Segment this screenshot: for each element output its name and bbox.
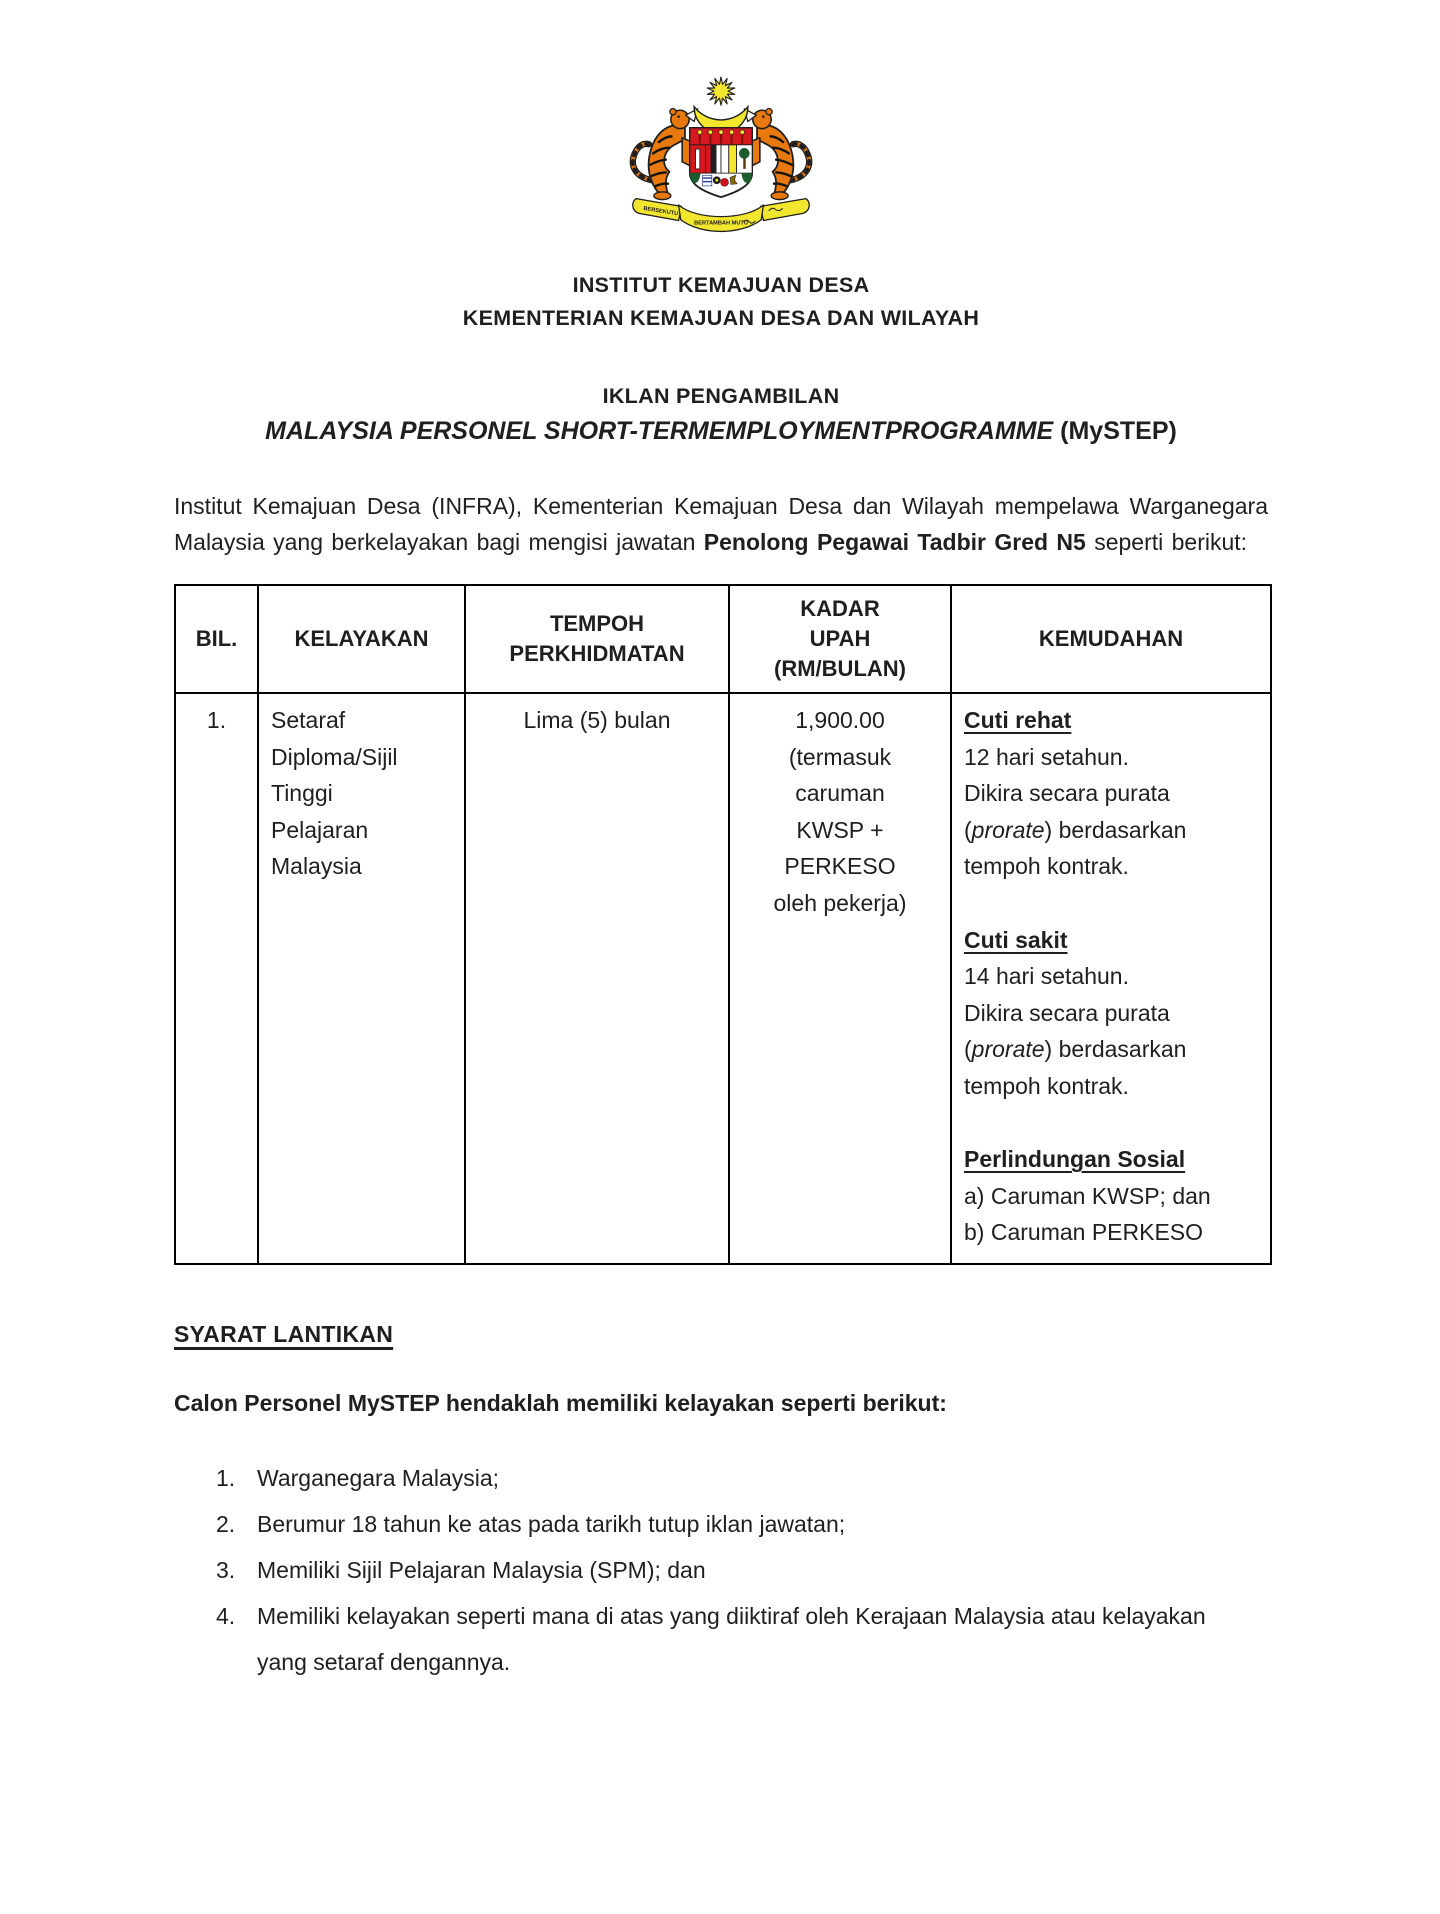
- benefit-perlindungan-sosial: Perlindungan Sosial a) Caruman KWSP; dan b) Caruman PERKESO: [964, 1146, 1211, 1245]
- motto-center-text: BERTAMBAH MUTU: [694, 220, 748, 227]
- cell-bil: 1.: [175, 693, 258, 1264]
- table-header-kemudahan: KEMUDAHAN: [951, 585, 1271, 693]
- org-name-line1: INSTITUT KEMAJUAN DESA: [572, 273, 870, 297]
- org-block: [174, 269, 1268, 335]
- intro-bold-position: Penolong Pegawai Tadbir Gred N5: [703, 528, 1086, 555]
- cell-kadar: 1,900.00 (termasuk caruman KWSP + PERKESO oleh pekerja): [729, 693, 951, 1264]
- cell-tempoh: Lima (5) bulan: [465, 693, 729, 1264]
- org-name-line2: KEMENTERIAN KEMAJUAN DESA DAN WILAYAH: [462, 306, 980, 330]
- syarat-intro-line: Calon Personel MySTEP hendaklah memiliki kelayakan seperti berikut:: [174, 1389, 947, 1416]
- tiger-right-supporter: [744, 108, 809, 199]
- benefit-cuti-rehat: Cuti rehat 12 hari setahun. Dikira secara purata (prorate) berdasarkan tempoh kontrak.: [964, 707, 1187, 879]
- syarat-lantikan-heading: SYARAT LANTIKAN: [174, 1320, 394, 1347]
- cell-kemudahan: [951, 693, 1271, 1264]
- programme-abbrev: (MySTEP): [1060, 417, 1177, 445]
- motto-left-text: BERSEKUTU: [642, 205, 679, 218]
- requirement-item-3: 3. Memiliki Sijil Pelajaran Malaysia (SPM); dan: [216, 1556, 706, 1583]
- table-header-tempoh: TEMPOH PERKHIDMATAN: [465, 585, 729, 693]
- cell-kelayakan: Setaraf Diploma/Sijil Tinggi Pelajaran Malaysia: [258, 693, 465, 1264]
- programme-name: MALAYSIA PERSONEL SHORT-TERMEMPLOYMENTPROGRAMME: [265, 417, 1054, 445]
- intro-part2: seperti berikut:: [1094, 528, 1248, 555]
- document-content: [172, 0, 1268, 1685]
- programme-title: [174, 413, 1268, 449]
- motto-ribbon: [633, 199, 809, 232]
- requirements-list: [174, 1455, 1268, 1685]
- vacancy-table: [174, 584, 1272, 1265]
- logo-block: [174, 0, 1268, 249]
- intro-part1: Institut Kemajuan Desa (INFRA), Kementerian Kemajuan Desa dan Wilayah mempelawa Warganegara Malaysia yang berkelayakan bagi mengisi jawatan: [174, 493, 1268, 555]
- benefit-cuti-sakit: Cuti sakit 14 hari setahun. Dikira secara purata (prorate) berdasarkan tempoh kontrak.: [964, 926, 1187, 1099]
- crescent-and-star: [694, 77, 748, 134]
- table-header-bil: BIL.: [175, 585, 258, 693]
- requirement-item-1: 1. Warganegara Malaysia;: [216, 1464, 500, 1491]
- tiger-left-supporter: [633, 108, 698, 199]
- malaysia-coat-of-arms-logo: [615, 74, 827, 244]
- requirement-item-2: 2. Berumur 18 tahun ke atas pada tarikh tutup iklan jawatan;: [216, 1510, 846, 1537]
- title-block: [174, 379, 1268, 449]
- table-row: [175, 693, 1271, 1264]
- recruitment-title: IKLAN PENGAMBILAN: [602, 384, 840, 408]
- requirement-item-4: 4. Memiliki kelayakan seperti mana di atas yang diiktiraf oleh Kerajaan Malaysia atau kelayakan yang setaraf dengannya.: [216, 1602, 1206, 1675]
- shield-shape: [690, 128, 752, 197]
- federal-star-shape: [707, 77, 735, 105]
- table-header-row: [175, 585, 1271, 693]
- table-header-kadar: KADAR UPAH (RM/BULAN): [729, 585, 951, 693]
- table-header-kelayakan: KELAYAKAN: [258, 585, 465, 693]
- intro-paragraph: [174, 489, 1268, 560]
